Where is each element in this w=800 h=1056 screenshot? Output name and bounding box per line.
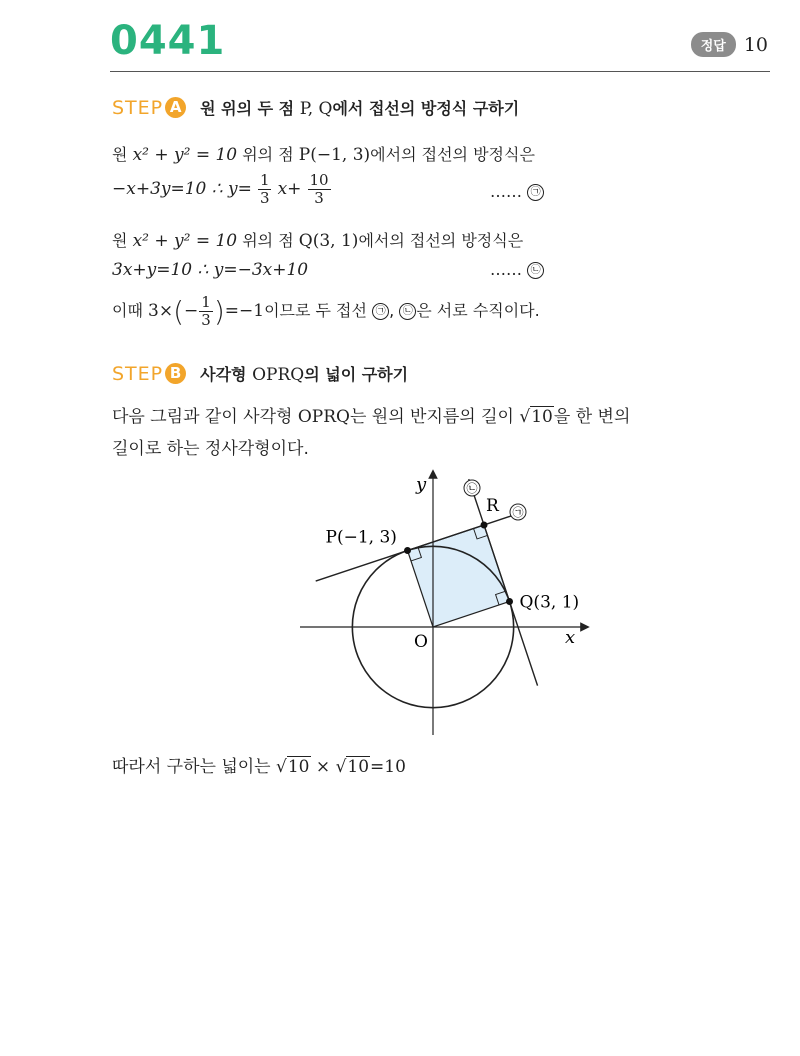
- step-a-line-4: [112, 260, 308, 280]
- text: 원: [112, 145, 128, 164]
- text: 는 원의 반지름의 길이: [349, 407, 514, 427]
- step-a-heading: [112, 96, 519, 119]
- text: 따라서 구하는 넓이는: [112, 757, 271, 777]
- label-y: y: [416, 474, 427, 495]
- step-a-title-part1: 원 위의 두 점: [200, 99, 295, 118]
- label-p: P(−1, 3): [325, 527, 397, 548]
- label-r: R: [486, 496, 499, 516]
- text: 은 서로 수직이다.: [416, 301, 540, 320]
- fraction: $\frac{10}{3}$: [309, 171, 329, 207]
- step-b-letter: B: [165, 363, 186, 384]
- equation-ref-1: …… ㉠: [490, 182, 544, 201]
- mark-circle-2: ㉡: [527, 262, 544, 279]
- step-a-title-math: P, Q: [299, 99, 333, 119]
- step-b-word: STEP: [112, 362, 164, 385]
- label-q: Q(3, 1): [519, 592, 580, 613]
- tangent-1-mark: [510, 504, 526, 520]
- tangent-2-mark: [464, 480, 480, 496]
- step-b-title-math: OPRQ: [252, 365, 305, 385]
- text: 에서의 접선의 방정식은: [358, 231, 524, 250]
- fraction: $\frac{1}{3}$: [259, 171, 270, 207]
- text: 원: [112, 231, 128, 250]
- equation: −x+3y=10 ∴ y=: [112, 179, 252, 199]
- equation: x² + y² = 10: [132, 231, 238, 251]
- final-answer-line: 따라서 구하는 넓이는 √10 × √10=10: [112, 757, 406, 777]
- step-a-line-3: [112, 228, 523, 251]
- quad-name: OPRQ: [297, 407, 350, 427]
- circle-tangent-figure: [296, 466, 596, 742]
- square-oprq: [408, 525, 510, 627]
- step-a-word: STEP: [112, 96, 164, 119]
- sqrt: √10: [335, 757, 370, 777]
- sqrt: √10: [276, 757, 310, 777]
- step-b-title-part1: 사각형: [200, 365, 247, 384]
- point-r-dot: [481, 522, 488, 529]
- equation: x+: [277, 179, 302, 199]
- label-x: x: [565, 627, 576, 648]
- step-a-line-5: 이때 3×(− $\frac{1}{3}$ )=−1이므로 두 접선 ㉠ , ㉡ 은 서로 수직이다.: [112, 293, 540, 329]
- label-o: O: [414, 632, 428, 652]
- header-divider: [110, 71, 770, 72]
- fraction: $\frac{1}{3}$: [201, 293, 211, 329]
- point-q-dot: [506, 598, 513, 605]
- step-a-line-2: [112, 172, 332, 207]
- sqrt: √10: [519, 407, 553, 427]
- step-a-title: [200, 96, 519, 119]
- answer-badge: 정답: [691, 32, 736, 57]
- equation: x² + y² = 10: [132, 145, 238, 165]
- text: 을 한 변의: [553, 407, 631, 427]
- text: 위의 점: [242, 231, 294, 250]
- text: 위의 점: [242, 145, 294, 164]
- answer-value: 10: [743, 33, 768, 56]
- equation: 3×: [148, 301, 174, 321]
- step-b-title: [200, 362, 408, 385]
- point-q: Q(3, 1): [298, 231, 359, 251]
- step-b-title-part2: 의 넓이 구하기: [304, 365, 409, 384]
- step-b-line-2: 길이로 하는 정사각형이다.: [112, 439, 309, 459]
- text: 에서의 접선의 방정식은: [370, 145, 535, 164]
- text: 이때: [112, 301, 143, 320]
- svg-text:㉡: ㉡: [466, 482, 478, 495]
- step-b-heading: [112, 362, 408, 385]
- point-p-dot: [404, 547, 411, 554]
- text: 이므로 두 접선: [264, 301, 367, 320]
- text: 다음 그림과 같이 사각형: [112, 407, 293, 427]
- answer-box: [691, 32, 768, 57]
- point-p: P(−1, 3): [298, 145, 371, 165]
- result: =10: [370, 757, 406, 777]
- step-a-letter: A: [165, 97, 186, 118]
- equation: 3x+y=10 ∴ y=−3x+10: [112, 260, 309, 280]
- problem-number: 0441: [110, 18, 226, 64]
- step-b-line-1: [112, 402, 630, 427]
- equation-ref-2: …… ㉡: [490, 260, 544, 279]
- step-a-line-1: [112, 142, 535, 165]
- equation: =−1: [224, 301, 265, 321]
- step-a-title-part2: 에서 접선의 방정식 구하기: [332, 99, 520, 118]
- mark-circle-1: ㉠: [527, 184, 544, 201]
- svg-text:㉠: ㉠: [512, 506, 524, 519]
